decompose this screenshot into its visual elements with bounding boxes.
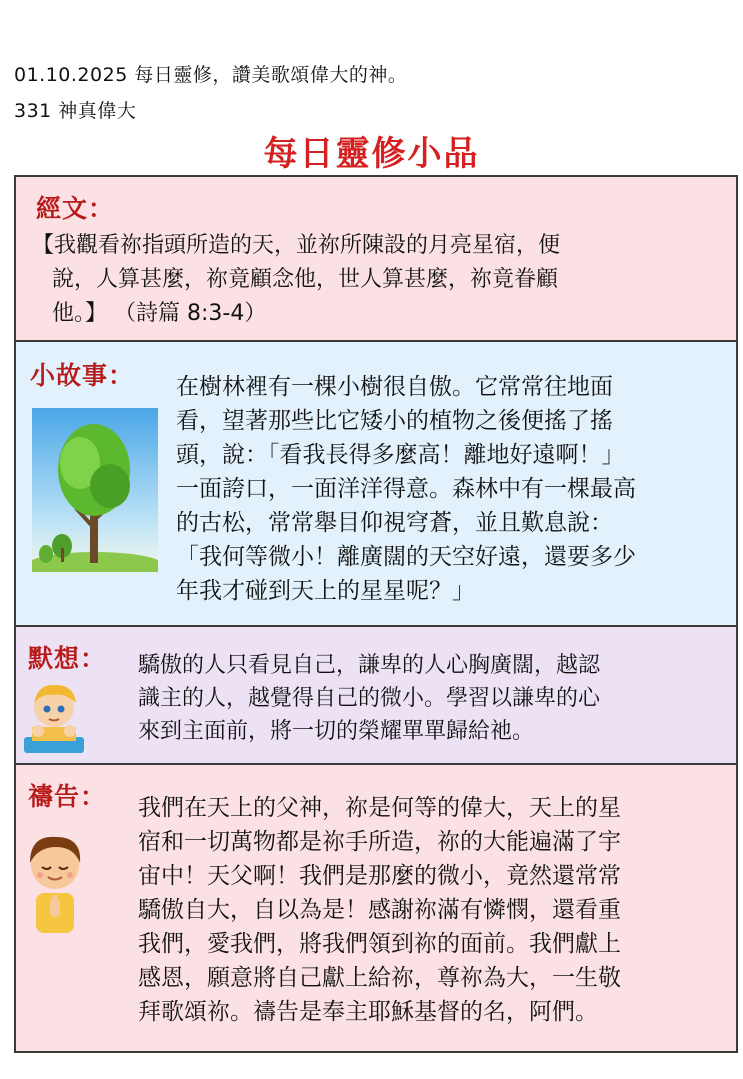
story-label: 小故事： bbox=[30, 361, 135, 390]
scripture-section bbox=[14, 175, 738, 342]
prayer-section bbox=[14, 763, 738, 1053]
page-title: 每日靈修小品 bbox=[263, 134, 480, 174]
scripture-label: 經文： bbox=[36, 194, 115, 223]
story-text bbox=[176, 370, 636, 608]
story-line: 在樹林裡有一棵小樹很自傲。它常常往地面 bbox=[176, 374, 613, 400]
meditation-line: 來到主面前，將一切的榮耀單單歸給祂。 bbox=[138, 719, 535, 744]
scripture-text bbox=[32, 229, 560, 331]
story-line: 看，望著那些比它矮小的植物之後便搖了搖 bbox=[176, 408, 613, 434]
scripture-line: 說，人算甚麼，祢竟顧念他，世人算甚麼，祢竟眷顧 bbox=[52, 267, 559, 292]
meditation-section bbox=[14, 625, 738, 765]
prayer-line: 我們在天上的父神，祢是何等的偉大，天上的星 bbox=[138, 795, 621, 821]
prayer-line: 感恩，願意將自己獻上給祢，尊祢為大，一生敬 bbox=[138, 965, 621, 991]
child-reading-icon bbox=[22, 677, 86, 757]
prayer-line: 宿和一切萬物都是祢手所造，祢的大能遍滿了宇 bbox=[138, 829, 621, 855]
scripture-line: 【我觀看祢指頭所造的天，並祢所陳設的月亮星宿，便 bbox=[32, 233, 561, 258]
header-hymn-line: 331 神真偉大 bbox=[14, 100, 137, 122]
story-line: 一面誇口，一面洋洋得意。森林中有一棵最高 bbox=[176, 476, 636, 502]
prayer-line: 驕傲自大，自以為是！感謝祢滿有憐憫，還看重 bbox=[138, 897, 621, 923]
prayer-text bbox=[138, 791, 621, 1029]
story-line: 年我才碰到天上的星星呢？」 bbox=[176, 578, 475, 604]
prayer-line: 宙中！天父啊！我們是那麼的微小，竟然還常常 bbox=[138, 863, 621, 889]
story-line: 「我何等微小！離廣闊的天空好遠，還要多少 bbox=[176, 544, 636, 570]
prayer-line: 拜歌頌祢。禱告是奉主耶穌基督的名，阿們。 bbox=[138, 999, 598, 1025]
prayer-label: 禱告： bbox=[28, 782, 107, 811]
tree-illustration bbox=[32, 408, 158, 572]
story-section bbox=[14, 340, 738, 627]
header-date-line: 01.10.2025 每日靈修，讚美歌頌偉大的神。 bbox=[14, 64, 408, 86]
prayer-line: 我們，愛我們，將我們領到祢的面前。我們獻上 bbox=[138, 931, 621, 957]
story-line: 頭，說：「看我長得多麼高！離地好遠啊！」 bbox=[176, 442, 625, 468]
child-praying-icon bbox=[22, 827, 88, 937]
story-line: 的古松，常常舉目仰視穹蒼，並且歎息說： bbox=[176, 510, 613, 536]
meditation-line: 識主的人，越覺得自己的微小。學習以謙卑的心 bbox=[138, 686, 601, 711]
meditation-label: 默想： bbox=[28, 644, 107, 673]
meditation-line: 驕傲的人只看見自己，謙卑的人心胸廣闊，越認 bbox=[138, 653, 601, 678]
meditation-text bbox=[138, 649, 600, 748]
scripture-line: 他。】 （詩篇 8:3-4） bbox=[52, 301, 267, 326]
